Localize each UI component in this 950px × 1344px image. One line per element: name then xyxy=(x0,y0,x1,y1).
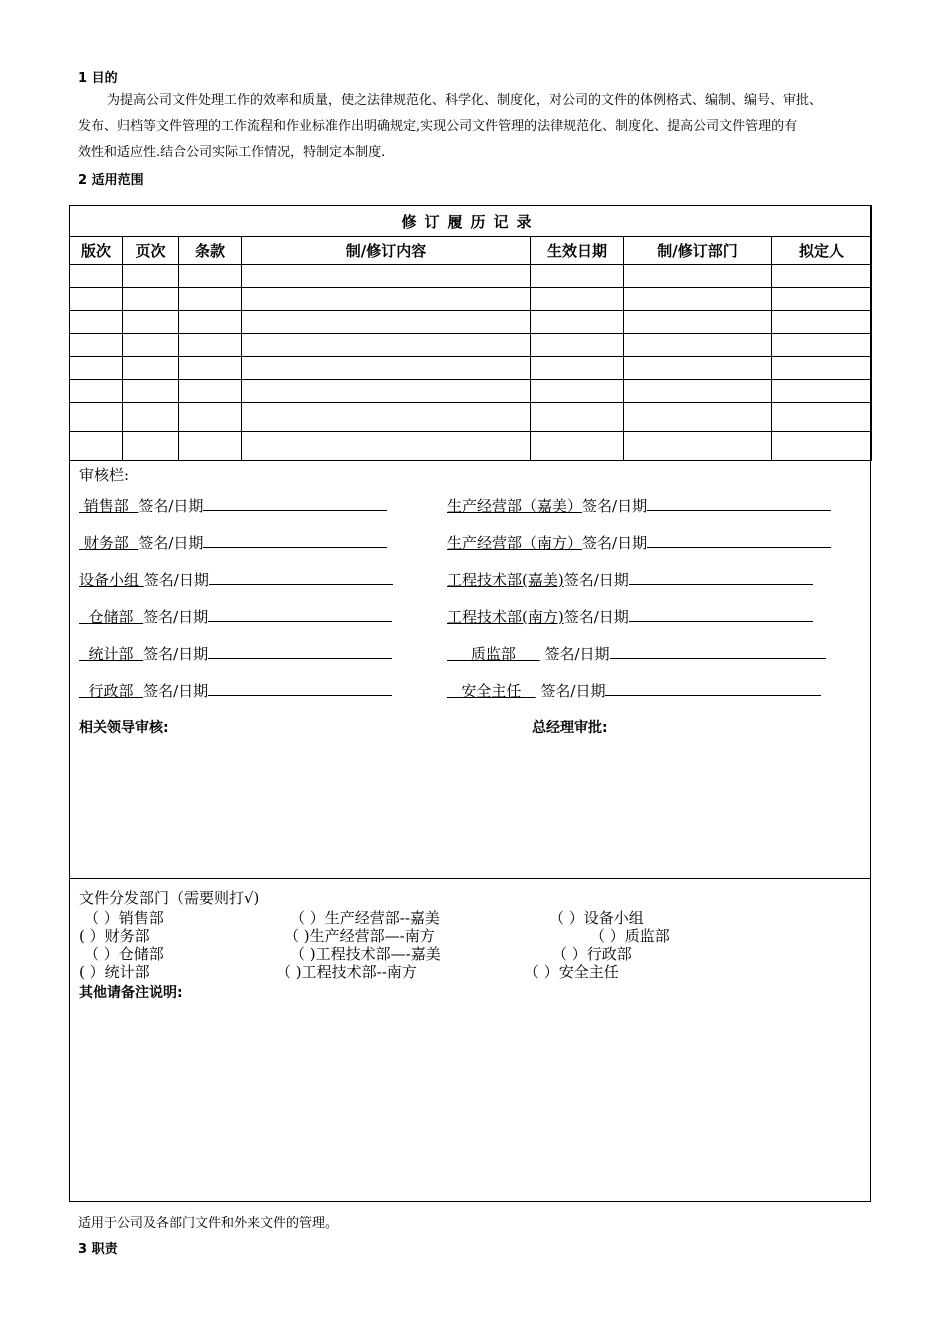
cell[interactable] xyxy=(242,357,531,380)
sign-blank[interactable] xyxy=(208,605,392,622)
cell[interactable] xyxy=(242,380,531,403)
cell[interactable] xyxy=(123,403,179,432)
revision-table xyxy=(69,205,872,461)
section-1-heading: 1 目的 xyxy=(78,71,118,86)
sign-blank[interactable] xyxy=(203,494,387,511)
cell[interactable] xyxy=(70,288,123,311)
sign-row-safety[interactable] xyxy=(447,679,821,701)
sign-date-label: 签名/日期 xyxy=(138,497,204,515)
cell[interactable] xyxy=(772,311,872,334)
cell[interactable] xyxy=(179,380,242,403)
sign-date-label: 签名/日期 xyxy=(138,534,204,552)
cell[interactable] xyxy=(70,403,123,432)
dept-name: 设备小组 xyxy=(79,571,140,589)
dept-name: 仓储部 xyxy=(88,608,134,626)
dist-option-production-jiamei[interactable]: （ ）生产经营部--嘉美 xyxy=(290,909,440,927)
sign-row-quality[interactable] xyxy=(447,642,826,664)
cell[interactable] xyxy=(624,357,772,380)
sign-date-label: 签名/日期 xyxy=(582,534,648,552)
table-row xyxy=(70,357,872,380)
sign-row-production-nanfang[interactable] xyxy=(447,531,831,553)
sign-date-label: 签名/日期 xyxy=(143,608,209,626)
sign-date-label: 签名/日期 xyxy=(582,497,648,515)
dist-option-finance[interactable]: ( ）财务部 xyxy=(79,927,150,945)
dept-name: 行政部 xyxy=(88,682,134,700)
table-row xyxy=(70,432,872,461)
sign-row-equipment[interactable] xyxy=(79,568,393,590)
sign-row-finance[interactable] xyxy=(79,531,387,553)
cell[interactable] xyxy=(531,357,624,380)
leader-review-label: 相关领导审核: xyxy=(79,720,169,736)
sign-blank[interactable] xyxy=(610,642,826,659)
dept-name: 质监部 xyxy=(470,645,516,663)
purpose-line-1: 为提高公司文件处理工作的效率和质量，使之法律规范化、科学化、制度化，对公司的文件的体例格式、编制、编号、审批、 xyxy=(107,93,823,108)
col-header-clause: 条款 xyxy=(179,237,242,265)
cell[interactable] xyxy=(70,432,123,461)
cell[interactable] xyxy=(70,357,123,380)
dist-option-production-nanfang[interactable]: （ )生产经营部—-南方 xyxy=(284,927,435,945)
cell[interactable] xyxy=(70,311,123,334)
dept-name: 生产经营部（嘉美） xyxy=(447,497,583,515)
cell[interactable] xyxy=(772,380,872,403)
cell[interactable] xyxy=(242,403,531,432)
sign-date-label: 签名/日期 xyxy=(540,682,606,700)
table-row xyxy=(70,403,872,432)
dist-option-storage[interactable]: （ ）仓储部 xyxy=(84,945,164,963)
cell[interactable] xyxy=(123,265,179,288)
sign-date-label: 签名/日期 xyxy=(563,608,629,626)
sign-row-statistics[interactable] xyxy=(79,642,392,664)
review-label: 审核栏: xyxy=(79,466,130,484)
cell[interactable] xyxy=(242,288,531,311)
col-header-version: 版次 xyxy=(70,237,123,265)
col-header-page: 页次 xyxy=(123,237,179,265)
leader-review-area[interactable] xyxy=(79,740,519,870)
distribution-title: 文件分发部门（需要则打√) xyxy=(79,889,260,907)
cell[interactable] xyxy=(179,357,242,380)
dept-name: 安全主任 xyxy=(461,682,522,700)
dist-option-equipment[interactable]: （ ）设备小组 xyxy=(549,909,644,927)
col-header-department: 制/修订部门 xyxy=(624,237,772,265)
cell[interactable] xyxy=(70,334,123,357)
cell[interactable] xyxy=(624,380,772,403)
gm-approval-label: 总经理审批: xyxy=(532,720,608,736)
cell[interactable] xyxy=(123,357,179,380)
cell[interactable] xyxy=(123,432,179,461)
dept-name: 销售部 xyxy=(83,497,129,515)
notes-label: 其他请备注说明: xyxy=(79,985,183,1001)
sign-row-engineering-nanfang[interactable] xyxy=(447,605,813,627)
cell[interactable] xyxy=(179,403,242,432)
cell[interactable] xyxy=(531,334,624,357)
cell[interactable] xyxy=(624,288,772,311)
cell[interactable] xyxy=(242,432,531,461)
sign-row-production-jiamei[interactable] xyxy=(447,494,831,516)
sign-date-label: 签名/日期 xyxy=(143,645,209,663)
cell[interactable] xyxy=(624,334,772,357)
revision-table-title: 修订履历记录 xyxy=(70,206,872,237)
dist-option-quality[interactable]: （ ）质监部 xyxy=(590,927,670,945)
revision-header-row xyxy=(70,237,872,265)
cell[interactable] xyxy=(123,334,179,357)
cell[interactable] xyxy=(123,288,179,311)
sign-row-storage[interactable] xyxy=(79,605,392,627)
dept-name: 工程技术部(南方) xyxy=(447,608,564,626)
section-2-heading: 2 适用范围 xyxy=(78,173,144,188)
sign-date-label: 签名/日期 xyxy=(143,682,209,700)
sign-blank[interactable] xyxy=(605,679,821,696)
sign-row-sales[interactable] xyxy=(79,494,387,516)
purpose-line-2: 发布、归档等文件管理的工作流程和作业标准作出明确规定,实现公司文件管理的法律规范化、制度化、提高公司文件管理的有 xyxy=(78,119,798,134)
sign-blank[interactable] xyxy=(647,494,831,511)
cell[interactable] xyxy=(531,432,624,461)
table-row xyxy=(70,334,872,357)
cell[interactable] xyxy=(123,380,179,403)
cell[interactable] xyxy=(772,432,872,461)
table-row xyxy=(70,265,872,288)
cell[interactable] xyxy=(242,334,531,357)
col-header-drafter: 拟定人 xyxy=(772,237,872,265)
section-divider xyxy=(69,878,871,879)
cell[interactable] xyxy=(179,432,242,461)
sign-row-admin[interactable] xyxy=(79,679,392,701)
cell[interactable] xyxy=(179,334,242,357)
sign-row-engineering-jiamei[interactable] xyxy=(447,568,813,590)
dept-name: 工程技术部(嘉美) xyxy=(447,571,564,589)
cell[interactable] xyxy=(70,265,123,288)
table-row xyxy=(70,288,872,311)
cell[interactable] xyxy=(772,357,872,380)
dept-name: 生产经营部（南方） xyxy=(447,534,583,552)
dist-option-safety[interactable]: （ ）安全主任 xyxy=(524,963,619,981)
col-header-effective-date: 生效日期 xyxy=(531,237,624,265)
sign-date-label: 签名/日期 xyxy=(143,571,209,589)
notes-area[interactable] xyxy=(79,1004,859,1194)
dist-option-admin[interactable]: （ ）行政部 xyxy=(552,945,632,963)
sign-blank[interactable] xyxy=(647,531,831,548)
cell[interactable] xyxy=(624,311,772,334)
dist-option-statistics[interactable]: ( ）统计部 xyxy=(79,963,150,981)
cell[interactable] xyxy=(242,265,531,288)
sign-blank[interactable] xyxy=(209,568,393,585)
table-row xyxy=(70,311,872,334)
cell[interactable] xyxy=(772,334,872,357)
dist-option-engineering-nanfang[interactable]: （ )工程技术部--南方 xyxy=(276,963,417,981)
cell[interactable] xyxy=(531,311,624,334)
gm-approval-area[interactable] xyxy=(532,740,862,870)
dist-option-sales[interactable]: （ ）销售部 xyxy=(84,909,164,927)
sign-blank[interactable] xyxy=(208,679,392,696)
cell[interactable] xyxy=(531,288,624,311)
cell[interactable] xyxy=(772,265,872,288)
cell[interactable] xyxy=(531,403,624,432)
section-3-heading: 3 职责 xyxy=(78,1242,118,1257)
dept-name: 统计部 xyxy=(88,645,134,663)
cell[interactable] xyxy=(772,403,872,432)
scope-text: 适用于公司及各部门文件和外来文件的管理。 xyxy=(78,1216,339,1231)
cell[interactable] xyxy=(70,380,123,403)
cell[interactable] xyxy=(531,265,624,288)
dept-name: 财务部 xyxy=(83,534,129,552)
cell[interactable] xyxy=(531,380,624,403)
sign-blank[interactable] xyxy=(203,531,387,548)
cell[interactable] xyxy=(624,432,772,461)
sign-date-label: 签名/日期 xyxy=(563,571,629,589)
purpose-line-3: 效性和适应性.结合公司实际工作情况，特制定本制度. xyxy=(78,145,386,160)
col-header-content: 制/修订内容 xyxy=(242,237,531,265)
cell[interactable] xyxy=(123,311,179,334)
cell[interactable] xyxy=(179,265,242,288)
cell[interactable] xyxy=(772,288,872,311)
sign-date-label: 签名/日期 xyxy=(544,645,610,663)
dist-option-engineering-jiamei[interactable]: （ )工程技术部—-嘉美 xyxy=(290,945,441,963)
cell[interactable] xyxy=(242,311,531,334)
sign-blank[interactable] xyxy=(629,568,813,585)
sign-blank[interactable] xyxy=(208,642,392,659)
cell[interactable] xyxy=(179,311,242,334)
table-row xyxy=(70,380,872,403)
cell[interactable] xyxy=(624,265,772,288)
sign-blank[interactable] xyxy=(629,605,813,622)
cell[interactable] xyxy=(179,288,242,311)
cell[interactable] xyxy=(624,403,772,432)
